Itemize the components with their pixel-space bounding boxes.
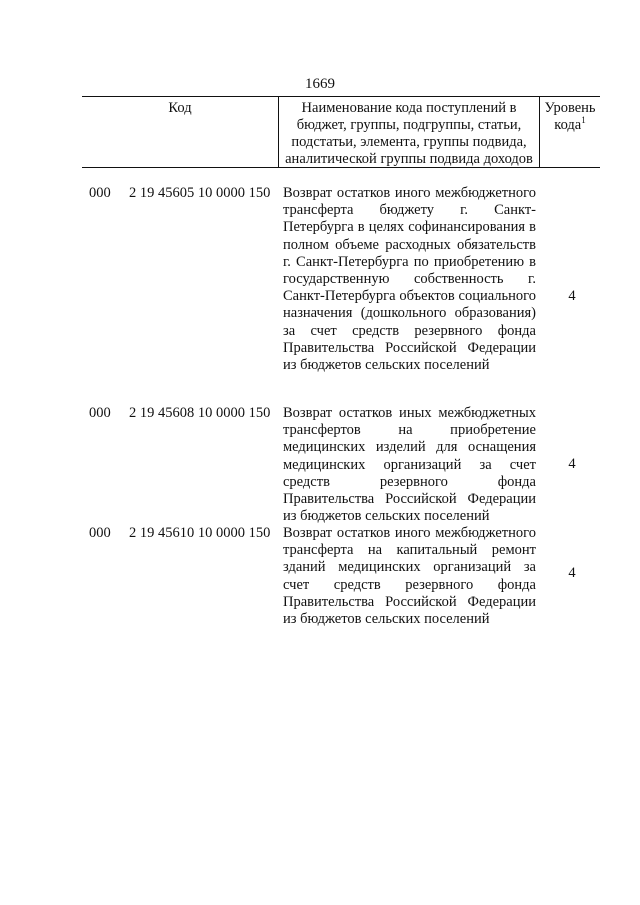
- header-level-footnote: 1: [581, 115, 586, 126]
- header-level: [540, 97, 600, 167]
- income-level: 4: [568, 456, 576, 472]
- income-name: Возврат остатков иного межбюджетного трансферта бюджету г. Санкт-Петербурга в целях софинансирования в полном объеме расходных обязательств г. Санкт-Петербурга по приобретению в государственную собственность г. Санкт-Петербурга объектов социального назначения (дошкольного образования) за счет средств резервного фонда Правительства Российской Федерации из бюджетов сельских поселений: [283, 185, 536, 374]
- income-code: 2 19 45605 10 0000 150: [129, 185, 271, 201]
- admin-code: 000: [89, 525, 111, 541]
- income-name: Возврат остатков иного межбюджетного трансферта на капитальный ремонт зданий медицинских организаций за счет средств резервного фонда Правительства Российской Федерации из бюджетов сельских поселений: [283, 525, 536, 628]
- table-header: [82, 96, 600, 168]
- header-name: Наименование кода поступлений в бюджет, группы, подгруппы, статьи, подстатьи, элемента, группы подвида, аналитической группы подвида доходов: [278, 97, 540, 167]
- admin-code: 000: [89, 185, 111, 201]
- income-level: 4: [568, 288, 576, 304]
- page-number: 1669: [305, 76, 335, 92]
- income-name: Возврат остатков иных межбюджетных трансфертов на приобретение медицинских изделий для оснащения медицинских организаций за счет средств резервного фонда Правительства Российской Федерации из бюджетов сельских поселений: [283, 405, 536, 525]
- header-level-label: Уровень кода: [544, 100, 596, 133]
- income-code: 2 19 45610 10 0000 150: [129, 525, 271, 541]
- header-code: Код: [168, 100, 192, 116]
- income-code: 2 19 45608 10 0000 150: [129, 405, 271, 421]
- admin-code: 000: [89, 405, 111, 421]
- income-level: 4: [568, 565, 576, 581]
